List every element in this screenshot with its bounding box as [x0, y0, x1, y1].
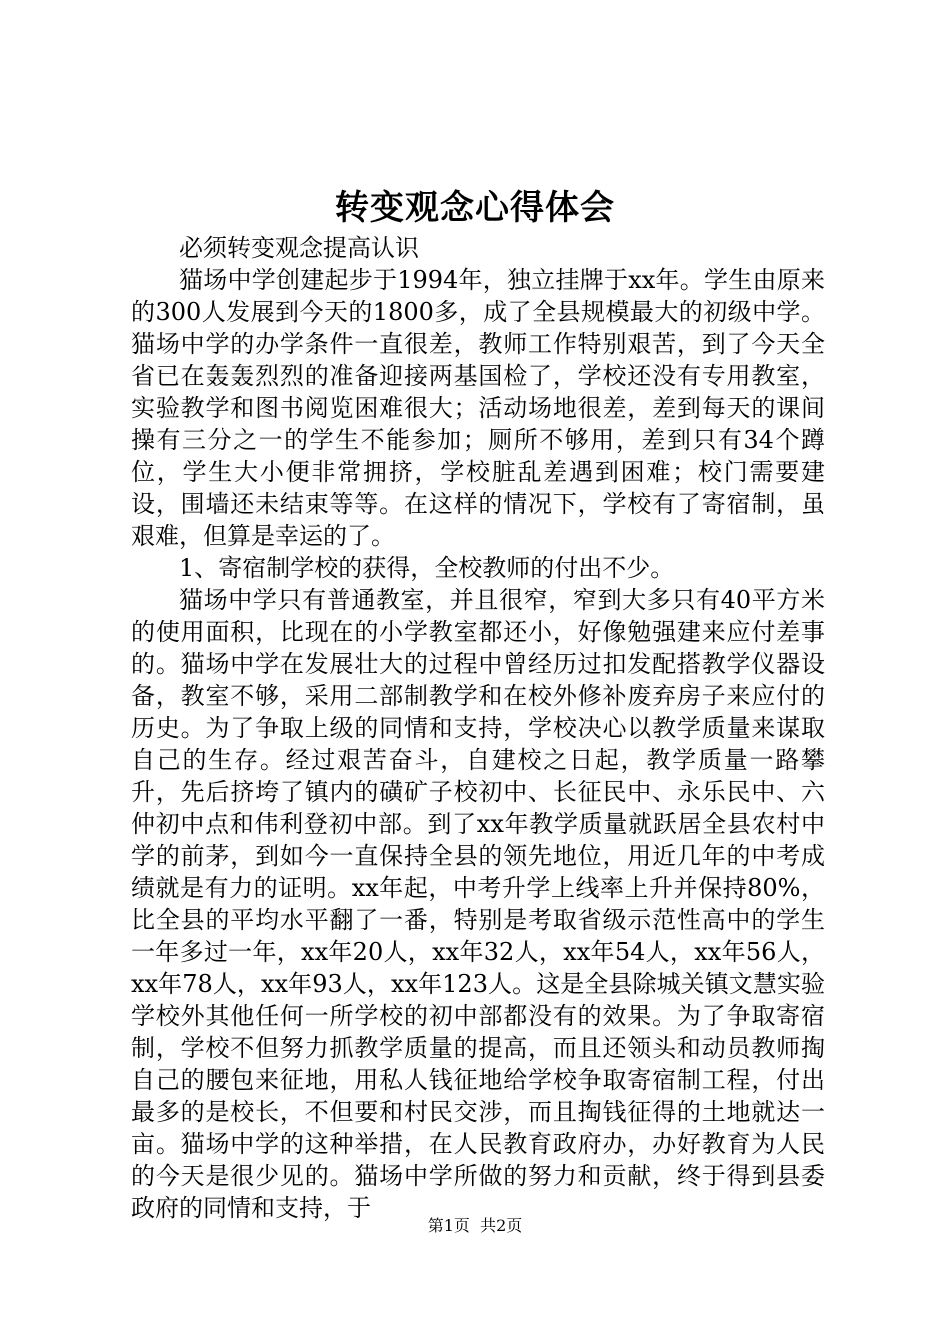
paragraph: 必须转变观念提高认识	[179, 234, 419, 262]
paragraph: 猫场中学创建起步于1994年，独立挂牌于xx年。学生由原来的300人发展到今天的1800多，成了全县规模最大的初级中学。猫场中学的办学条件一直很差，教师工作特别艰苦，到了今天全省已在轰轰烈烈的准备迎接两基国检了，学校还没有专用教室，实验教学和图书阅览困难很大；活动场地很差，差到每天的课间操有三分之一的学生不能参加；厕所不够用，差到只有34个蹲位，学生大小便非常拥挤，学校脏乱差遇到困难；校门需要建设，围墙还未结束等等。在这样的情况下，学校有了寄宿制，虽艰难，但算是幸运的了。	[131, 266, 825, 550]
page-number: 第1页 共2页	[427, 1216, 523, 1235]
document-title: 转变观念心得体会	[335, 188, 615, 228]
page-footer	[0, 1216, 950, 1236]
paragraph: 猫场中学只有普通教室，并且很窄，窄到大多只有40平方米的使用面积，比现在的小学教室都还小，好像勉强建来应付差事的。猫场中学在发展壮大的过程中曾经历过扣发配搭教学仪器设备，教室不够，采用二部制教学和在校外修补废弃房子来应付的历史。为了争取上级的同情和支持，学校决心以教学质量来谋取自己的生存。经过艰苦奋斗，自建校之日起，教学质量一路攀升，先后挤垮了镇内的磺矿子校初中、长征民中、永乐民中、六仲初中点和伟利登初中部。到了xx年教学质量就跃居全县农村中学的前茅，到如今一直保持全县的领先地位，用近几年的中考成绩就是有力的证明。xx年起，中考升学上线率上升并保持80%，比全县的平均水平翻了一番，特别是考取省级示范性高中的学生一年多过一年，xx年20人，xx年32人，xx年54人，xx年56人，xx年78人，xx年93人，xx年123人。这是全县除城关镇文慧实验学校外其他任何一所学校的初中部都没有的效果。为了争取寄宿制，学校不但努力抓教学质量的提高，而且还领头和动员教师掏自己的腰包来征地，用私人钱征地给学校争取寄宿制工程，付出最多的是校长，不但要和村民交涉，而且掏钱征得的土地就达一亩。猫场中学的这种举措，在人民教育政府办，办好教育为人民的今天是很少见的。猫场中学所做的努力和贡献，终于得到县委政府的同情和支持，于	[131, 586, 825, 1222]
document-body	[131, 232, 825, 1224]
paragraph: 1、寄宿制学校的获得，全校教师的付出不少。	[179, 554, 675, 582]
